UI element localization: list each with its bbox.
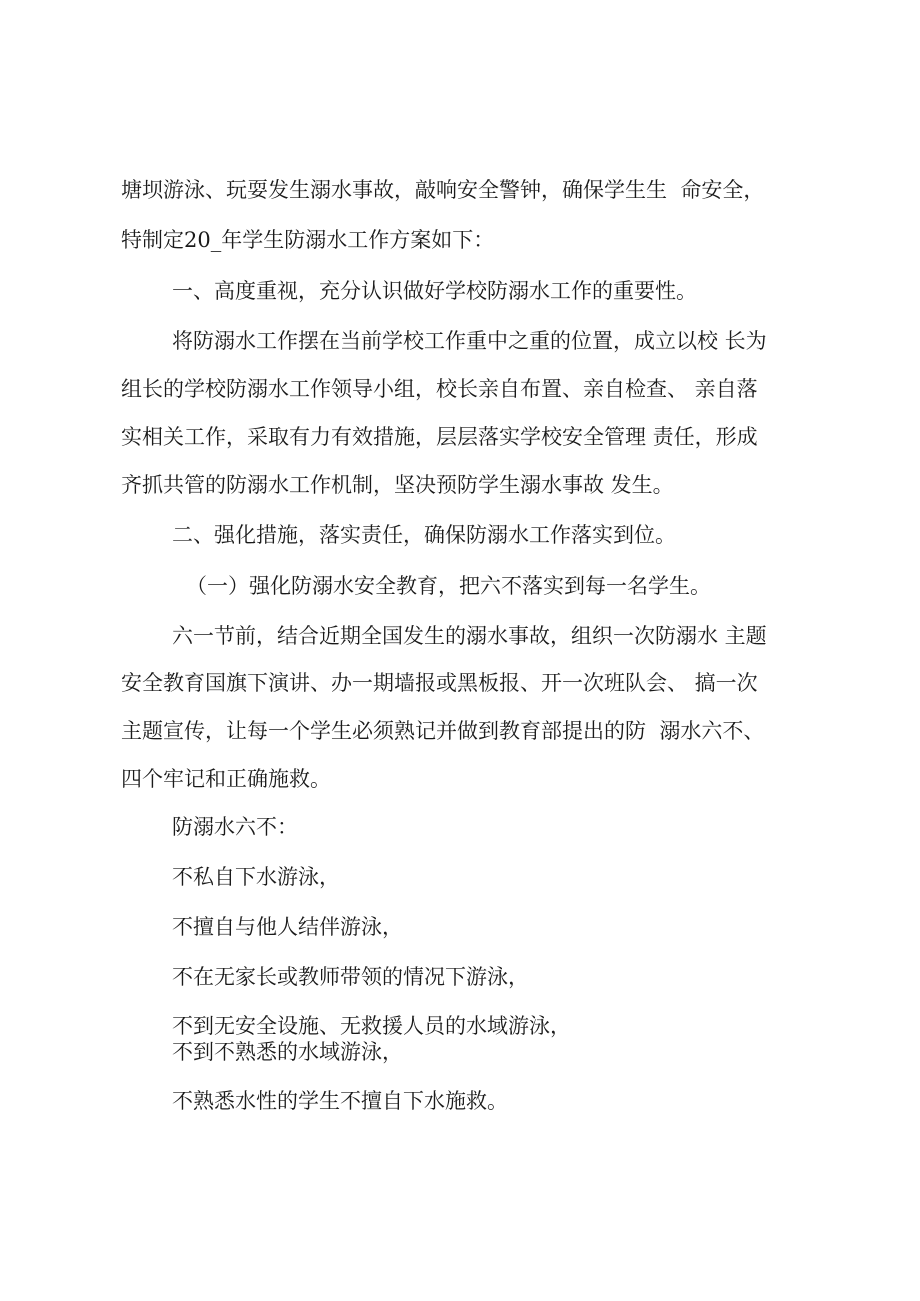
list-item: 不在无家长或教师带领的情况下游泳， [172, 965, 529, 989]
paragraph-education-line-3: 主题宣传，让每一个学生必须熟记并做到教育部提出的防 溺水六不、 [121, 719, 765, 743]
paragraph-leadership-line-4: 齐抓共管的防溺水工作机制，坚决预防学生溺水事故 发生。 [121, 473, 674, 497]
subsection-heading-1: （一）强化防溺水安全教育，把六不落实到每一名学生。 [186, 574, 711, 598]
list-item: 不到不熟悉的水域游泳， [172, 1040, 403, 1064]
paragraph-leadership-line-1: 将防溺水工作摆在当前学校工作重中之重的位置，成立以校 长为 [172, 329, 767, 353]
section-heading-1: 一、高度重视，充分认识做好学校防溺水工作的重要性。 [172, 279, 697, 303]
paragraph-leadership-line-2: 组长的学校防溺水工作领导小组，校长亲自布置、亲自检查、 亲自落 [121, 377, 758, 401]
section-heading-2: 二、强化措施，落实责任，确保防溺水工作落实到位。 [172, 523, 676, 547]
paragraph-education-line-1: 六一节前，结合近期全国发生的溺水事故，组织一次防溺水 主题 [172, 624, 767, 648]
paragraph-education-line-2: 安全教育国旗下演讲、办一期墙报或黑板报、开一次班队会、 搞一次 [121, 671, 758, 695]
paragraph-intro-line-2: 特制定20_年学生防溺水工作方案如下： [121, 228, 495, 252]
list-item: 不私自下水游泳， [172, 865, 340, 889]
list-item: 不到无安全设施、无救援人员的水域游泳， [172, 1014, 571, 1038]
list-item: 不熟悉水性的学生不擅自下水施救。 [172, 1089, 508, 1113]
paragraph-education-line-4: 四个牢记和正确施救。 [121, 767, 331, 791]
paragraph-leadership-line-3: 实相关工作，采取有力有效措施，层层落实学校安全管理 责任，形成 [121, 425, 758, 449]
list-item: 不擅自与他人结伴游泳， [172, 915, 403, 939]
list-heading: 防溺水六不： [172, 815, 298, 839]
paragraph-intro-line-1: 塘坝游泳、玩耍发生溺水事故，敲响安全警钟，确保学生生 命安全， [121, 178, 765, 202]
